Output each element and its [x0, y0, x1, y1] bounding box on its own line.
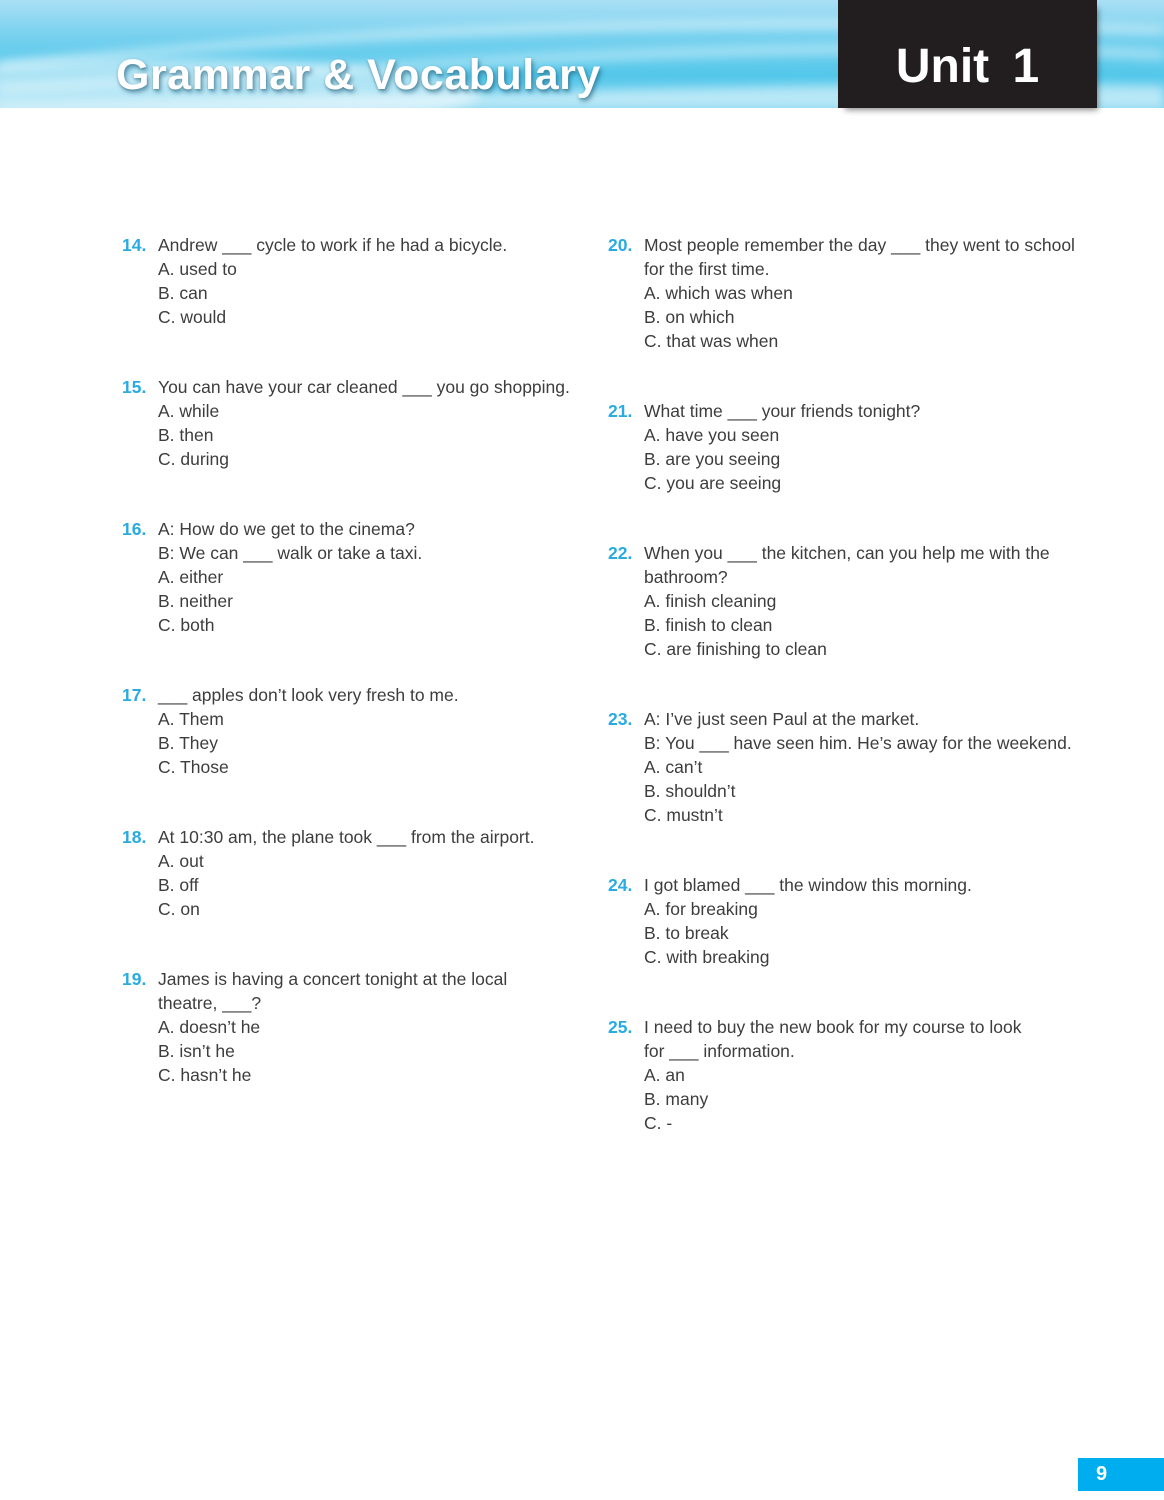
- question-block: [122, 375, 602, 471]
- question-text-line: Andrew ___ cycle to work if he had a bicycle.: [158, 235, 508, 255]
- question-body: [644, 233, 1153, 353]
- question-number: 22.: [608, 543, 633, 563]
- question-body: [644, 399, 1153, 495]
- question-body: [158, 375, 602, 471]
- question-body: [158, 233, 602, 329]
- answer-option: B. off: [158, 875, 199, 895]
- question-number: 18.: [122, 827, 147, 847]
- question-number: 16.: [122, 519, 147, 539]
- page-title: Grammar & Vocabulary: [116, 51, 601, 99]
- questions-column-left: [122, 233, 602, 1133]
- question-block: [122, 825, 602, 921]
- question-block: [122, 517, 602, 637]
- answer-option: C. -: [644, 1113, 673, 1133]
- answer-option: A. used to: [158, 259, 237, 279]
- question-body: [644, 541, 1153, 661]
- question-text-line: At 10:30 am, the plane took ___ from the airport.: [158, 827, 535, 847]
- answer-option: A. for breaking: [644, 899, 758, 919]
- question-body: [644, 873, 1153, 969]
- question-block: [122, 967, 602, 1087]
- answer-option: C. with breaking: [644, 947, 770, 967]
- page-number-badge: [1078, 1458, 1164, 1491]
- questions-column-right: [608, 233, 1153, 1181]
- question-text-line: You can have your car cleaned ___ you go shopping.: [158, 377, 570, 397]
- answer-option: A. while: [158, 401, 220, 421]
- answer-option: A. finish cleaning: [644, 591, 777, 611]
- answer-option: B. then: [158, 425, 214, 445]
- answer-option: C. on: [158, 899, 200, 919]
- question-text-line: for the first time.: [644, 259, 770, 279]
- answer-option: B. finish to clean: [644, 615, 773, 635]
- answer-option: C. mustn’t: [644, 805, 723, 825]
- question-text-line: I need to buy the new book for my course to look: [644, 1017, 1022, 1037]
- answer-option: B. can: [158, 283, 208, 303]
- question-number: 15.: [122, 377, 147, 397]
- answer-option: B. They: [158, 733, 218, 753]
- question-block: [608, 233, 1153, 353]
- question-body: [644, 1015, 1153, 1135]
- question-number: 20.: [608, 235, 633, 255]
- question-text-line: I got blamed ___ the window this morning.: [644, 875, 972, 895]
- question-block: [608, 541, 1153, 661]
- answer-option: B. shouldn’t: [644, 781, 736, 801]
- question-number: 25.: [608, 1017, 633, 1037]
- question-number: 21.: [608, 401, 633, 421]
- question-text-line: bathroom?: [644, 567, 728, 587]
- answer-option: B. neither: [158, 591, 233, 611]
- answer-option: B. many: [644, 1089, 709, 1109]
- header-banner: [0, 0, 1164, 108]
- question-number: 24.: [608, 875, 633, 895]
- question-number: 23.: [608, 709, 633, 729]
- question-body: [644, 707, 1153, 827]
- answer-option: C. during: [158, 449, 230, 469]
- answer-option: C. are finishing to clean: [644, 639, 827, 659]
- answer-option: B. isn’t he: [158, 1041, 235, 1061]
- question-text-line: A: I’ve just seen Paul at the market.: [644, 709, 920, 729]
- question-block: [608, 399, 1153, 495]
- answer-option: B. on which: [644, 307, 735, 327]
- answer-option: C. would: [158, 307, 227, 327]
- question-block: [122, 233, 602, 329]
- unit-badge: [838, 0, 1097, 108]
- question-text-line: ___ apples don’t look very fresh to me.: [158, 685, 459, 705]
- answer-option: B. are you seeing: [644, 449, 781, 469]
- answer-option: A. Them: [158, 709, 224, 729]
- answer-option: A. which was when: [644, 283, 793, 303]
- question-text-line: theatre, ___?: [158, 993, 262, 1013]
- answer-option: C. that was when: [644, 331, 779, 351]
- answer-option: A. have you seen: [644, 425, 780, 445]
- question-block: [122, 683, 602, 779]
- question-text-line: for ___ information.: [644, 1041, 795, 1061]
- answer-option: A. can’t: [644, 757, 703, 777]
- answer-option: C. both: [158, 615, 215, 635]
- question-number: 17.: [122, 685, 147, 705]
- question-block: [608, 873, 1153, 969]
- question-text-line: B: You ___ have seen him. He’s away for the weekend.: [644, 733, 1072, 753]
- page-number: 9: [1096, 1463, 1108, 1485]
- unit-label: Unit 1: [895, 39, 1040, 93]
- answer-option: A. either: [158, 567, 224, 587]
- question-text-line: Most people remember the day ___ they went to school: [644, 235, 1075, 255]
- question-number: 19.: [122, 969, 147, 989]
- answer-option: B. to break: [644, 923, 729, 943]
- question-text-line: When you ___ the kitchen, can you help me with the: [644, 543, 1050, 563]
- answer-option: C. hasn’t he: [158, 1065, 252, 1085]
- question-text-line: A: How do we get to the cinema?: [158, 519, 415, 539]
- question-number: 14.: [122, 235, 147, 255]
- answer-option: A. out: [158, 851, 204, 871]
- question-block: [608, 1015, 1153, 1135]
- question-body: [158, 825, 602, 921]
- question-body: [158, 683, 602, 779]
- answer-option: C. you are seeing: [644, 473, 782, 493]
- question-text-line: B: We can ___ walk or take a taxi.: [158, 543, 423, 563]
- question-text-line: James is having a concert tonight at the local: [158, 969, 508, 989]
- question-text-line: What time ___ your friends tonight?: [644, 401, 921, 421]
- answer-option: A. an: [644, 1065, 685, 1085]
- question-block: [608, 707, 1153, 827]
- answer-option: A. doesn’t he: [158, 1017, 261, 1037]
- question-body: [158, 517, 602, 637]
- answer-option: C. Those: [158, 757, 229, 777]
- question-body: [158, 967, 602, 1087]
